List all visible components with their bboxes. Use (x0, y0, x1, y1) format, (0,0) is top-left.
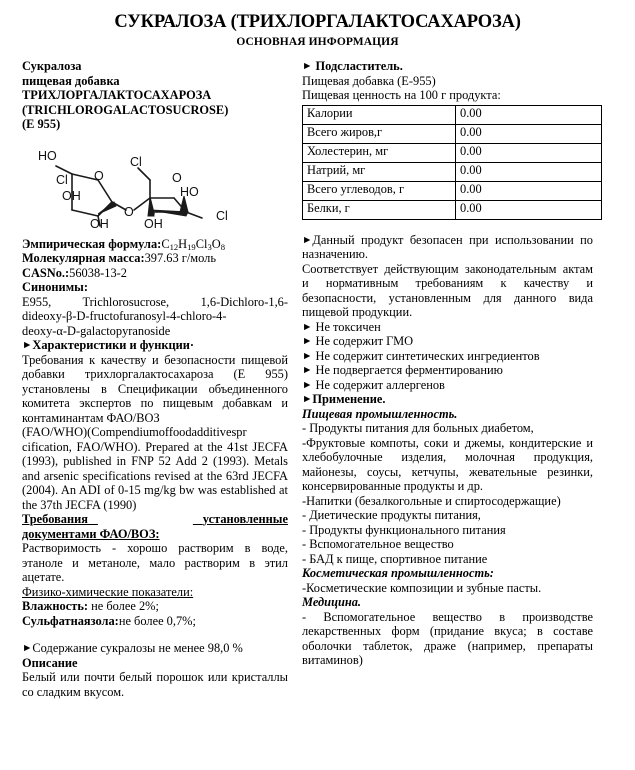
compliance-statement: Соответствует действующим законодательным актам и нормативным требованиям к качеству и безопасности, установленным для данного вида пищевой продукции. (302, 261, 593, 320)
sulfate-ash-label: Сульфатнаязола: (22, 613, 119, 628)
list-item: -Фруктовые компоты, соки и джемы, кондитерские и хлебобулочные изделия, молочная продукция, майонезы, соусы, кетчупы, жевательные резинки, консервированные продукты и др. (302, 435, 593, 494)
molecular-mass-label: Молекулярная масса: (22, 251, 145, 266)
list-item: -Напитки (безалкогольные и спиртосодержащие) (302, 493, 561, 508)
requirements-heading-line-2: документами ФАО/ВОЗ: (22, 526, 160, 541)
bullet-triangle-icon: ► (302, 336, 313, 348)
list-item: - Продукты функционального питания (302, 522, 506, 537)
nutrition-value: 0.00 (456, 124, 602, 143)
list-item: - Вспомогательное вещество (302, 537, 454, 552)
description-heading: Описание (22, 655, 78, 670)
molecule-label-o-glycosidic: O (124, 204, 134, 219)
molecular-mass-value: 397.63 г/моль (144, 251, 216, 266)
application-heading-text: Применение. (312, 392, 386, 407)
left-column (22, 59, 288, 699)
table-row (303, 124, 602, 143)
molecule-label-cl-1: Cl (56, 172, 68, 187)
list-item: - Продукты питания для больных диабетом, (302, 421, 534, 436)
sulfate-ash-value: не более 0,7%; (118, 613, 196, 628)
nutrition-label: Белки, г (303, 200, 456, 219)
page-title: СУКРАЛОЗА (ТРИХЛОРГАЛАКТОСАХАРОЗА) (114, 12, 521, 32)
description-body: Белый или почти белый порошок или кристаллы со сладким вкусом. (22, 670, 288, 699)
humidity-row (22, 599, 288, 614)
nutrition-label: Натрий, мг (303, 162, 456, 181)
substance-name-ru: Сукралоза (22, 59, 82, 74)
bullet-triangle-icon: ► (302, 234, 313, 246)
empirical-formula-value: $C_{12}H_{19}Cl_3O_8$ (161, 236, 225, 252)
nutrition-label: Холестерин, мг (303, 143, 456, 162)
list-item (302, 378, 593, 393)
substance-additive-line: пищевая добавка (22, 73, 120, 88)
molecular-mass-row (22, 251, 288, 266)
nutrition-caption: Пищевая ценность на 100 г продукта: (302, 88, 501, 103)
list-item: - Диетические продукты питания, (302, 508, 481, 523)
page-subtitle: ОСНОВНАЯ ИНФОРМАЦИЯ (236, 36, 399, 49)
characteristics-heading-text: Характеристики и функции· (32, 338, 195, 353)
table-row (303, 200, 602, 219)
solubility-text: Растворимость - хорошо растворим в воде, этаноле и метаноле, мало растворим в этил ацетате. (22, 541, 288, 585)
nutrition-table-body (303, 105, 602, 219)
bullet-text: Не содержит аллергенов (315, 377, 445, 392)
bullet-text: Не содержит ГМО (315, 334, 414, 349)
substance-e-number: (E 955) (22, 117, 61, 132)
cas-number-value: 56038-13-2 (69, 265, 127, 280)
specification-en-body: cification, FAO/WHO). Prepared at the 41st JECFA (1993), published in FNP 52 Add 2 (1993). Metals and arsenic specifications revised at the 63rd JECFA (2004). An ADI of 0-15 mg/kg bw was established at the 37th JECFA (1990) (22, 439, 288, 512)
empirical-formula-label: Эмпирическая формула: (22, 236, 162, 251)
bullet-triangle-icon: ► (302, 379, 313, 391)
food-industry-heading: Пищевая промышленность. (302, 406, 458, 421)
molecule-label-o-ring-1: O (94, 168, 104, 183)
molecule-label-ho-2: HO (180, 184, 199, 199)
synonyms-line-1: E955, Trichlorosucrose, 1,6-Dichloro-1,6- (22, 294, 288, 309)
requirements-heading-word-2: установленные (202, 512, 288, 527)
cas-number-row (22, 266, 288, 281)
substance-name-en-caps: (TRICHLOROGALACTOSUCROSE) (22, 102, 229, 117)
two-column-body (22, 59, 613, 699)
characteristics-heading (22, 338, 288, 353)
sulfate-ash-row (22, 614, 288, 629)
nutrition-table (302, 105, 602, 220)
bullet-triangle-icon: ► (302, 365, 313, 377)
empirical-formula-row (22, 237, 288, 252)
safety-statement-text: Данный продукт безопасен при использовании по назначению. (302, 232, 593, 262)
bullet-triangle-icon: ► (302, 394, 313, 406)
nutrition-label: Калории (303, 105, 456, 124)
characteristics-body: Требования к качеству и безопасности пищевой добавки трихлоргалактосахароза (Е 955) установлены в Спецификации объединенного комитета экспертов по пищевым добавкам и контаминантам ФАО/ВОЗ (22, 352, 288, 425)
bullet-text: Не подвергается ферментированию (315, 363, 503, 378)
molecule-label-oh-3: OH (144, 216, 163, 228)
requirements-heading-word-1: Требования (22, 512, 88, 527)
molecule-label-ho-1: HO (38, 148, 57, 163)
medicine-heading: Медицина. (302, 595, 362, 610)
nutrition-label: Всего жиров,г (303, 124, 456, 143)
specification-en-line-1: (FAO/WHO)(Compendiumoffoodadditivespr (22, 425, 247, 440)
sucralose-content-text: Содержание сукралозы не менее 98,0 % (32, 641, 243, 656)
physchem-heading: Физико-химические показатели: (22, 584, 194, 599)
cosmetics-heading: Косметическая промышленность: (302, 566, 494, 581)
requirements-heading-line-1 (22, 512, 288, 527)
sucralose-structure-diagram (26, 140, 278, 228)
synonyms-line-2: dideoxy-β-D-fructofuranosyl-4-chloro-4- (22, 309, 227, 324)
sucralose-content-line (22, 641, 288, 656)
safety-statement (302, 233, 593, 262)
right-column (302, 59, 593, 668)
molecule-label-oh-2: OH (90, 216, 109, 228)
nutrition-value: 0.00 (456, 162, 602, 181)
table-row (303, 143, 602, 162)
humidity-label: Влажность: (22, 599, 88, 614)
synonyms-label: Синонимы: (22, 280, 88, 295)
cosmetics-item: -Косметические композиции и зубные пасты. (302, 580, 542, 595)
table-row (303, 105, 602, 124)
bullet-triangle-icon: ► (302, 61, 313, 73)
bullet-text: Не содержит синтетических ингредиентов (315, 348, 540, 363)
substance-name-ru-caps: ТРИХЛОРГАЛАКТОСАХАРОЗА (22, 88, 212, 103)
nutrition-value: 0.00 (456, 181, 602, 200)
nutrition-label: Всего углеводов, г (303, 181, 456, 200)
nutrition-value: 0.00 (456, 200, 602, 219)
molecule-label-cl-3: Cl (216, 208, 228, 223)
bullet-triangle-icon: ► (22, 643, 33, 655)
sweetener-heading-text: Подсластитель. (312, 59, 403, 74)
nutrition-value: 0.00 (456, 105, 602, 124)
synonyms-line-3: deoxy-α-D-galactopyranoside (22, 323, 171, 338)
additive-code-text: Пищевая добавка (Е-955) (302, 73, 436, 88)
list-item (302, 363, 593, 378)
bullet-text: Не токсичен (315, 319, 381, 334)
molecule-label-o-ring-2: O (172, 170, 182, 185)
list-item (302, 320, 593, 335)
bullet-triangle-icon: ► (302, 350, 313, 362)
molecule-label-cl-2: Cl (130, 154, 142, 169)
list-item (302, 334, 593, 349)
list-item (302, 349, 593, 364)
table-row (303, 181, 602, 200)
bullet-triangle-icon: ► (22, 340, 33, 352)
table-row (303, 162, 602, 181)
medicine-item: - Вспомогательное вещество в производстве лекарственных форм (придание вкуса; в составе оболочки таблеток, драже (например, препараты витаминов) (302, 609, 593, 668)
molecule-label-oh-1: OH (62, 188, 81, 203)
humidity-value: не более 2%; (88, 599, 159, 614)
cas-number-label: CASNo.: (22, 265, 70, 280)
list-item: - БАД к пище, спортивное питание (302, 551, 488, 566)
bullet-triangle-icon: ► (302, 321, 313, 333)
nutrition-value: 0.00 (456, 143, 602, 162)
application-heading (302, 392, 593, 407)
sweetener-heading (302, 59, 593, 74)
